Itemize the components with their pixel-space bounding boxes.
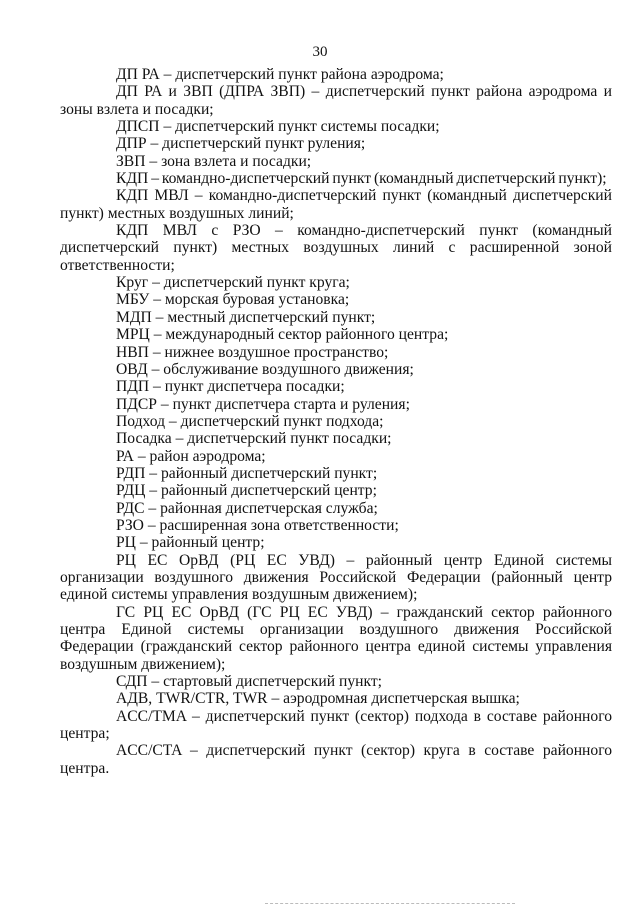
list-item: РДЦ – районный диспетчерский центр; xyxy=(116,482,377,500)
list-item: ГС РЦ ЕС ОрВД (ГС РЦ ЕС УВД) – гражданский сектор районного центра Единой системы организации воздушного движения Российской Федерации (гражданский сектор районного центра единой системы управления воздушным движением); xyxy=(60,603,612,673)
abbreviation-list xyxy=(60,66,612,777)
list-item: НВП – нижнее воздушное пространство; xyxy=(116,343,389,361)
list-item: РДП – районный диспетчерский пункт; xyxy=(116,464,378,482)
list-item: Посадка – диспетчерский пункт посадки; xyxy=(116,430,392,448)
list-item: СДП – стартовый диспетчерский пункт; xyxy=(116,673,382,691)
list-item: ОВД – обслуживание воздушного движения; xyxy=(116,360,414,378)
list-item: ПДСР – пункт диспетчера старта и руления; xyxy=(116,395,410,413)
list-item: ACC/TMA – диспетчерский пункт (сектор) подхода в составе районного центра; xyxy=(60,707,612,743)
list-item: МРЦ – международный сектор районного центра; xyxy=(116,326,449,344)
list-item: ДПСП – диспетчерский пункт системы посадки; xyxy=(116,118,440,136)
list-item: РЦ – районный центр; xyxy=(116,534,265,552)
list-item: РА – район аэродрома; xyxy=(116,447,266,465)
list-item: ДП РА и ЗВП (ДПРА ЗВП) – диспетчерский пункт района аэродрома и зоны взлета и посадки; xyxy=(60,83,612,118)
list-item: АДВ, TWR/CTR, TWR – аэродромная диспетчерская вышка; xyxy=(116,690,520,708)
list-item: КДП МВЛ – командно-диспетчерский пункт (командный диспетчерский пункт) местных воздушных линий; xyxy=(60,187,612,222)
list-item: ДП РА – диспетчерский пункт района аэродрома; xyxy=(116,66,444,83)
list-item: КДП МВЛ с РЗО – командно-диспетчерский пункт (командный диспетчерский пункт) местных воздушных линий с расширенной зоной ответственности; xyxy=(60,222,612,274)
list-item: ДПР – диспетчерский пункт руления; xyxy=(116,135,366,153)
list-item: Круг – диспетчерский пункт круга; xyxy=(116,274,350,292)
list-item: ACC/CTA – диспетчерский пункт (сектор) круга в составе районного центра. xyxy=(60,742,612,777)
list-item: РДС – районная диспетчерская служба; xyxy=(116,499,378,517)
list-item: МДП – местный диспетчерский пункт; xyxy=(116,308,376,326)
list-item: ЗВП – зона взлета и посадки; xyxy=(116,152,312,170)
list-item: КДП – командно-диспетчерский пункт (командный диспетчерский пункт); xyxy=(116,170,607,188)
list-item: МБУ – морская буровая установка; xyxy=(116,291,350,309)
list-item: РЗО – расширенная зона ответственности; xyxy=(116,516,399,534)
page-number: 30 xyxy=(312,44,328,60)
list-item: Подход – диспетчерский пункт подхода; xyxy=(116,412,384,430)
list-item: РЦ ЕС ОрВД (РЦ ЕС УВД) – районный центр Единой системы организации воздушного движения Российской Федерации (районный центр единой системы управления воздушным движением); xyxy=(60,551,612,604)
list-item: ПДП – пункт диспетчера посадки; xyxy=(116,378,345,396)
